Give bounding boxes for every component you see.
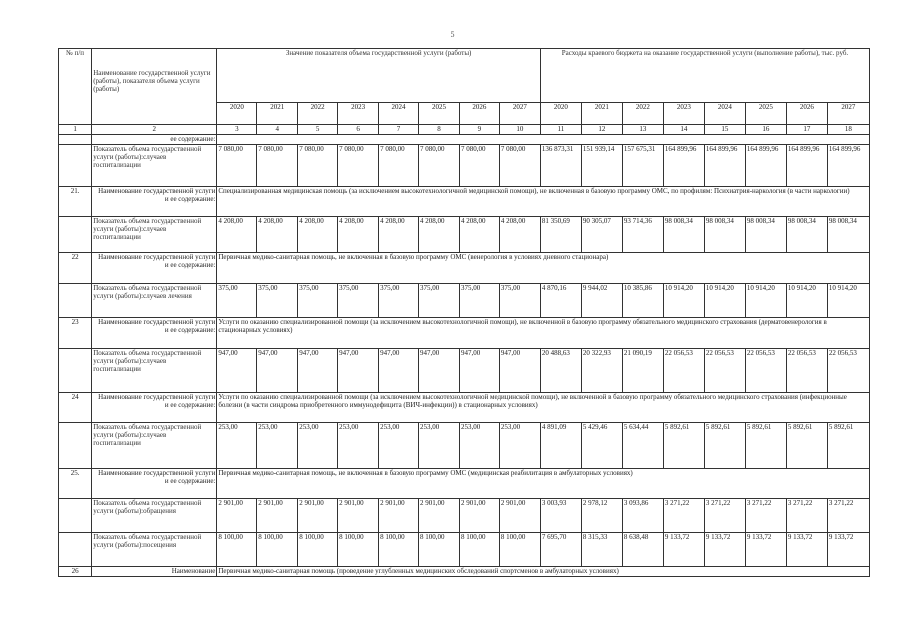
- column-number: 18: [827, 125, 869, 135]
- header-volume: Значение показателя объема государственной услуги (работы): [217, 49, 541, 103]
- column-number: 2: [92, 125, 217, 135]
- indicator-row: [59, 145, 870, 187]
- indicator-label: Показатель объема государственной услуги (работы):обращения: [92, 499, 217, 533]
- indicator-label: Показатель объема государственной услуги (работы):случаев госпитализации: [92, 217, 217, 253]
- service-name-row: [59, 567, 870, 577]
- indicator-row: [59, 499, 870, 533]
- expense-value: 21 090,19: [622, 349, 663, 393]
- volume-value: 375,00: [217, 284, 257, 318]
- expense-value: 5 892,61: [704, 423, 745, 469]
- year-cell: 2025: [418, 103, 459, 125]
- expense-value: 9 133,72: [663, 533, 704, 567]
- expense-value: 93 714,36: [622, 217, 663, 253]
- volume-value: 8 100,00: [459, 533, 499, 567]
- expense-value: 10 914,20: [827, 284, 869, 318]
- expense-value: 136 873,31: [540, 145, 581, 187]
- expense-value: 9 133,72: [745, 533, 786, 567]
- expense-value: 3 003,93: [540, 499, 581, 533]
- volume-value: 8 100,00: [217, 533, 257, 567]
- expense-value: 81 350,69: [540, 217, 581, 253]
- service-label: Наименование: [92, 567, 217, 577]
- expense-value: 98 008,34: [786, 217, 827, 253]
- volume-value: 375,00: [379, 284, 419, 318]
- indicator-label: Показатель объема государственной услуги (работы):случаев госпитализации: [92, 423, 217, 469]
- year-cell: 2026: [786, 103, 827, 125]
- expense-value: 22 056,53: [827, 349, 869, 393]
- volume-value: 253,00: [257, 423, 298, 469]
- volume-value: 7 080,00: [298, 145, 338, 187]
- indicator-row: [59, 217, 870, 253]
- volume-value: 375,00: [257, 284, 298, 318]
- service-label: Наименование государственной услуги и ее содержание:: [92, 318, 217, 349]
- expense-value: 9 133,72: [704, 533, 745, 567]
- volume-value: 253,00: [459, 423, 499, 469]
- volume-value: 8 100,00: [499, 533, 540, 567]
- service-name-row: [59, 469, 870, 499]
- expense-value: 2 978,12: [581, 499, 622, 533]
- volume-value: 4 208,00: [217, 217, 257, 253]
- volume-value: 2 901,00: [257, 499, 298, 533]
- expense-value: 164 899,96: [704, 145, 745, 187]
- service-name-row: [59, 135, 870, 145]
- indicator-row: [59, 423, 870, 469]
- volume-value: 375,00: [298, 284, 338, 318]
- year-cell: 2022: [298, 103, 338, 125]
- row-number: 26: [59, 567, 92, 577]
- year-cell: 2027: [499, 103, 540, 125]
- volume-value: 4 208,00: [257, 217, 298, 253]
- volume-value: 253,00: [217, 423, 257, 469]
- expense-value: 5 892,61: [827, 423, 869, 469]
- year-cell: 2021: [257, 103, 298, 125]
- volume-value: 947,00: [418, 349, 459, 393]
- expense-value: 3 271,22: [704, 499, 745, 533]
- volume-value: 4 208,00: [418, 217, 459, 253]
- row-number: 24: [59, 393, 92, 423]
- expense-value: 10 914,20: [745, 284, 786, 318]
- expense-value: 5 634,44: [622, 423, 663, 469]
- column-number: 1: [59, 125, 92, 135]
- expense-value: 164 899,96: [786, 145, 827, 187]
- row-number: 21.: [59, 187, 92, 217]
- expense-value: 22 056,53: [745, 349, 786, 393]
- volume-value: 4 208,00: [338, 217, 379, 253]
- year-cell: 2023: [663, 103, 704, 125]
- service-name-row: [59, 393, 870, 423]
- volume-value: 8 100,00: [338, 533, 379, 567]
- volume-value: 2 901,00: [338, 499, 379, 533]
- volume-value: 947,00: [499, 349, 540, 393]
- column-number: 11: [540, 125, 581, 135]
- indicator-row: [59, 533, 870, 567]
- indicator-label: Показатель объема государственной услуги (работы):случаев лечения: [92, 284, 217, 318]
- expense-value: 4 891,09: [540, 423, 581, 469]
- volume-value: 253,00: [499, 423, 540, 469]
- year-cell: 2027: [827, 103, 869, 125]
- expense-value: 5 429,46: [581, 423, 622, 469]
- year-cell: 2025: [745, 103, 786, 125]
- budget-table: [58, 48, 870, 577]
- volume-value: 375,00: [499, 284, 540, 318]
- header-name: Наименование государственной услуги (работы), показателя объема услуги (работы): [92, 49, 217, 125]
- volume-value: 7 080,00: [217, 145, 257, 187]
- volume-value: 253,00: [379, 423, 419, 469]
- expense-value: 164 899,96: [663, 145, 704, 187]
- service-label: Наименование государственной услуги и ее содержание:: [92, 469, 217, 499]
- indicator-label: Показатель объема государственной услуги (работы):посещения: [92, 533, 217, 567]
- year-cell: 2021: [581, 103, 622, 125]
- volume-value: 375,00: [338, 284, 379, 318]
- expense-value: 164 899,96: [827, 145, 869, 187]
- expense-value: 151 939,14: [581, 145, 622, 187]
- indicator-row: [59, 284, 870, 318]
- expense-value: 5 892,61: [786, 423, 827, 469]
- expense-value: 98 008,34: [663, 217, 704, 253]
- column-number: 15: [704, 125, 745, 135]
- expense-value: 3 271,22: [786, 499, 827, 533]
- expense-value: 157 675,31: [622, 145, 663, 187]
- year-cell: 2024: [704, 103, 745, 125]
- header-expenses: Расходы краевого бюджета на оказание государственной услуги (выполнение работы), тыс. руб.: [540, 49, 869, 103]
- expense-value: 7 695,70: [540, 533, 581, 567]
- expense-value: 10 914,20: [786, 284, 827, 318]
- column-number: 10: [499, 125, 540, 135]
- row-number: 25.: [59, 469, 92, 499]
- expense-value: 10 385,86: [622, 284, 663, 318]
- year-cell: 2026: [459, 103, 499, 125]
- page-number: 5: [450, 30, 455, 39]
- expense-value: 5 892,61: [663, 423, 704, 469]
- volume-value: 4 208,00: [298, 217, 338, 253]
- volume-value: 7 080,00: [459, 145, 499, 187]
- expense-value: 4 870,16: [540, 284, 581, 318]
- expense-value: 22 056,53: [663, 349, 704, 393]
- expense-value: 3 271,22: [827, 499, 869, 533]
- service-description: Первичная медико-санитарная помощь (проведение углубленных медицинских обследований спортсменов в амбулаторных условиях): [217, 567, 870, 577]
- service-name-row: [59, 253, 870, 284]
- volume-value: 2 901,00: [418, 499, 459, 533]
- column-number-row: [59, 125, 870, 135]
- row-number: 22: [59, 253, 92, 284]
- volume-value: 4 208,00: [379, 217, 419, 253]
- volume-value: 375,00: [459, 284, 499, 318]
- expense-value: 3 093,86: [622, 499, 663, 533]
- service-label: Наименование государственной услуги и ее содержание:: [92, 393, 217, 423]
- column-number: 4: [257, 125, 298, 135]
- column-number: 14: [663, 125, 704, 135]
- indicator-row: [59, 349, 870, 393]
- column-number: 12: [581, 125, 622, 135]
- column-number: 3: [217, 125, 257, 135]
- service-description: Первичная медико-санитарная помощь, не включенная в базовую программу ОМС (медицинская реабилитация в амбулаторных условиях): [217, 469, 870, 499]
- volume-value: 947,00: [298, 349, 338, 393]
- expense-value: 98 008,34: [745, 217, 786, 253]
- column-number: 7: [379, 125, 419, 135]
- expense-value: 3 271,22: [745, 499, 786, 533]
- service-description: Специализированная медицинская помощь (за исключением высокотехнологичной медицинской помощи), не включенная в базовую программу ОМС, по профилям: Психиатрия-наркология (в части наркологии): [217, 187, 870, 217]
- volume-value: 7 080,00: [257, 145, 298, 187]
- column-number: 17: [786, 125, 827, 135]
- service-description: Услуги по оказанию специализированной помощи (за исключением высокотехнологичной помощи), не включенной в базовую программу обязательного медицинского страхования (дерматовенерология в стационарных условиях): [217, 318, 870, 349]
- year-cell: 2022: [622, 103, 663, 125]
- volume-value: 947,00: [217, 349, 257, 393]
- volume-value: 253,00: [338, 423, 379, 469]
- expense-value: 98 008,34: [704, 217, 745, 253]
- volume-value: 8 100,00: [379, 533, 419, 567]
- expense-value: 20 322,93: [581, 349, 622, 393]
- volume-value: 2 901,00: [298, 499, 338, 533]
- year-cell: 2020: [540, 103, 581, 125]
- volume-value: 4 208,00: [499, 217, 540, 253]
- expense-value: 8 315,33: [581, 533, 622, 567]
- expense-value: 3 271,22: [663, 499, 704, 533]
- service-label: Наименование государственной услуги и ее содержание:: [92, 253, 217, 284]
- expense-value: 9 133,72: [786, 533, 827, 567]
- volume-value: 2 901,00: [379, 499, 419, 533]
- volume-value: 8 100,00: [298, 533, 338, 567]
- service-label: ее содержание:: [92, 135, 217, 145]
- year-cell: 2024: [379, 103, 419, 125]
- expense-value: 98 008,34: [827, 217, 869, 253]
- volume-value: 253,00: [298, 423, 338, 469]
- expense-value: 8 638,48: [622, 533, 663, 567]
- column-number: 8: [418, 125, 459, 135]
- indicator-label: Показатель объема государственной услуги (работы):случаев госпитализации: [92, 349, 217, 393]
- volume-value: 2 901,00: [499, 499, 540, 533]
- service-name-row: [59, 318, 870, 349]
- service-label: Наименование государственной услуги и ее содержание:: [92, 187, 217, 217]
- column-number: 5: [298, 125, 338, 135]
- volume-value: 7 080,00: [499, 145, 540, 187]
- volume-value: 7 080,00: [418, 145, 459, 187]
- column-number: 6: [338, 125, 379, 135]
- expense-value: 22 056,53: [704, 349, 745, 393]
- volume-value: 253,00: [418, 423, 459, 469]
- volume-value: 947,00: [338, 349, 379, 393]
- volume-value: 947,00: [459, 349, 499, 393]
- service-name-row: [59, 187, 870, 217]
- volume-value: 4 208,00: [459, 217, 499, 253]
- expense-value: 22 056,53: [786, 349, 827, 393]
- expense-value: 90 305,07: [581, 217, 622, 253]
- volume-value: 2 901,00: [217, 499, 257, 533]
- row-number: 23: [59, 318, 92, 349]
- year-cell: 2023: [338, 103, 379, 125]
- volume-value: 7 080,00: [379, 145, 419, 187]
- expense-value: 20 488,63: [540, 349, 581, 393]
- volume-value: 7 080,00: [338, 145, 379, 187]
- service-description: Услуги по оказанию специализированной помощи (за исключением высокотехнологичной медицинской помощи), не включенной в базовую программу обязательного медицинского страхования (инфекционные болезни (в части синдрома приобретенного иммунодефицита (ВИЧ-инфекции)) в стационарных условиях): [217, 393, 870, 423]
- expense-value: 164 899,96: [745, 145, 786, 187]
- expense-value: 9 944,02: [581, 284, 622, 318]
- volume-value: 8 100,00: [257, 533, 298, 567]
- volume-value: 2 901,00: [459, 499, 499, 533]
- volume-value: 947,00: [257, 349, 298, 393]
- column-number: 9: [459, 125, 499, 135]
- volume-value: 375,00: [418, 284, 459, 318]
- expense-value: 5 892,61: [745, 423, 786, 469]
- header-num: № п/п: [59, 49, 92, 125]
- column-number: 13: [622, 125, 663, 135]
- expense-value: 10 914,20: [704, 284, 745, 318]
- expense-value: 10 914,20: [663, 284, 704, 318]
- service-description: Первичная медико-санитарная помощь, не включенная в базовую программу ОМС (венерология в условиях дневного стационара): [217, 253, 870, 284]
- volume-value: 8 100,00: [418, 533, 459, 567]
- volume-value: 947,00: [379, 349, 419, 393]
- indicator-label: Показатель объема государственной услуги (работы):случаев госпитализации: [92, 145, 217, 187]
- expense-value: 9 133,72: [827, 533, 869, 567]
- column-number: 16: [745, 125, 786, 135]
- year-cell: 2020: [217, 103, 257, 125]
